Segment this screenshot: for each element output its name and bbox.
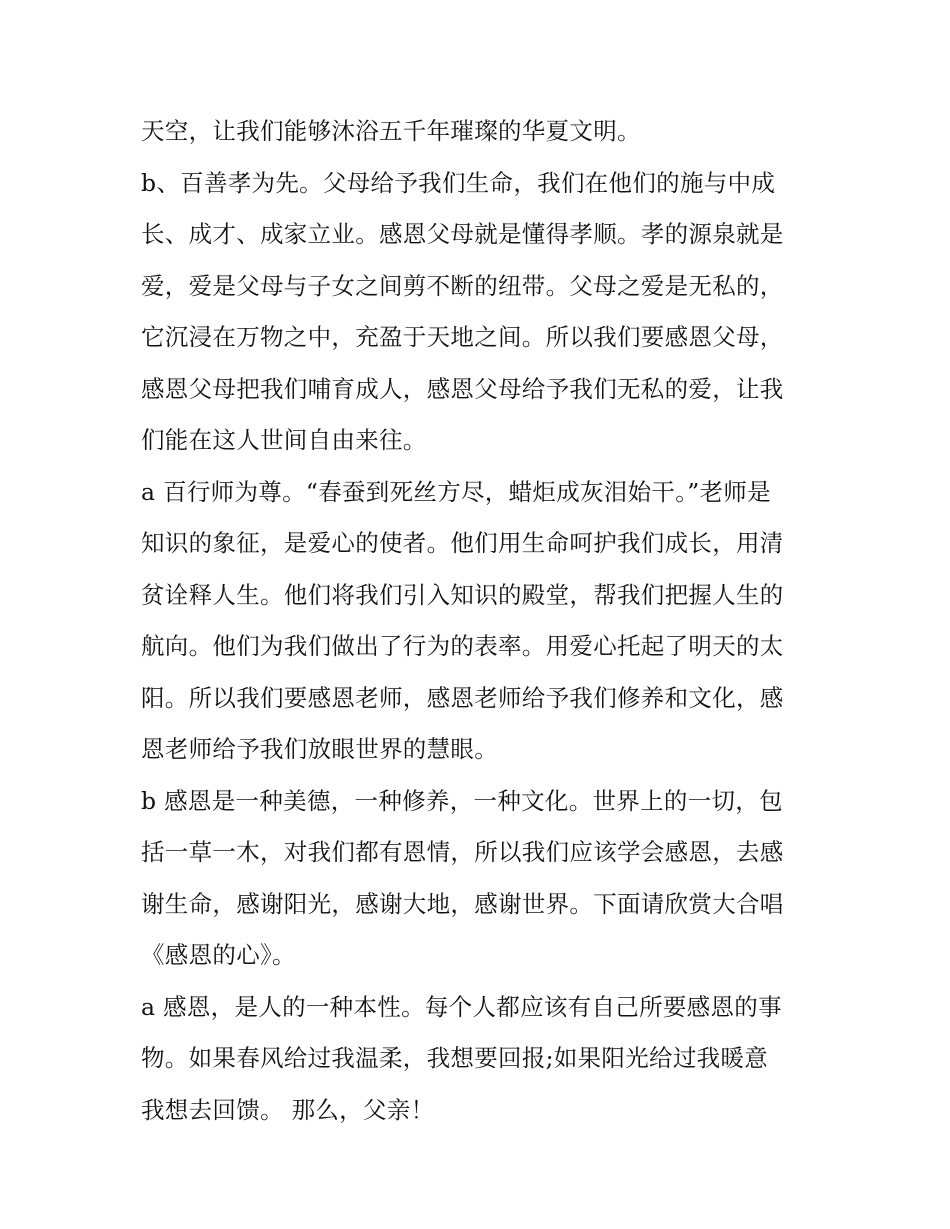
text-line: 航向。他们为我们做出了行为的表率。用爱心托起了明天的太 — [141, 632, 784, 660]
text-line: 长、成才、成家立业。感恩父母就是懂得孝顺。孝的源泉就是 — [141, 220, 784, 248]
text-line: 爱，爱是父母与子女之间剪不断的纽带。父母之爱是无私的， — [141, 271, 784, 300]
text-line: 贫诠释人生。他们将我们引入知识的殿堂，帮我们把握人生的 — [141, 580, 784, 609]
text-line: a 百行师为尊。“春蚕到死丝方尽，蜡炬成灰泪始干。”老师是 — [141, 477, 771, 506]
text-line: 括一草一木，对我们都有恩情，所以我们应该学会感恩，去感 — [141, 838, 784, 866]
text-line: 阳。所以我们要感恩老师，感恩老师给予我们修养和文化，感 — [141, 683, 784, 712]
text-line: b 感恩是一种美德，一种修养，一种文化。世界上的一切，包 — [141, 786, 783, 815]
text-line: a 感恩，是人的一种本性。每个人都应该有自己所要感恩的事 — [141, 992, 782, 1021]
text-line: 我想去回馈。 那么，父亲！ — [141, 1095, 435, 1124]
text-line: 感恩父母把我们哺育成人，感恩父母给予我们无私的爱，让我 — [141, 374, 784, 403]
text-line: 《感恩的心》。 — [141, 941, 296, 969]
text-line: 谢生命，感谢阳光，感谢大地，感谢世界。下面请欣赏大合唱 — [141, 889, 784, 918]
text-line: 恩老师给予我们放眼世界的慧眼。 — [141, 735, 498, 763]
text-line: 物。如果春风给过我温柔，我想要回报;如果阳光给过我暖意 — [141, 1044, 769, 1072]
text-line: b、百善孝为先。父母给予我们生命，我们在他们的施与中成 — [141, 168, 776, 197]
text-line: 们能在这人世间自由来往。 — [141, 426, 427, 454]
text-line: 它沉浸在万物之中，充盈于天地之间。所以我们要感恩父母， — [141, 323, 784, 351]
body-text — [141, 106, 821, 1136]
text-line: 知识的象征，是爱心的使者。他们用生命呵护我们成长，用清 — [141, 529, 784, 557]
text-line: 天空，让我们能够沐浴五千年璀璨的华夏文明。 — [141, 117, 641, 145]
